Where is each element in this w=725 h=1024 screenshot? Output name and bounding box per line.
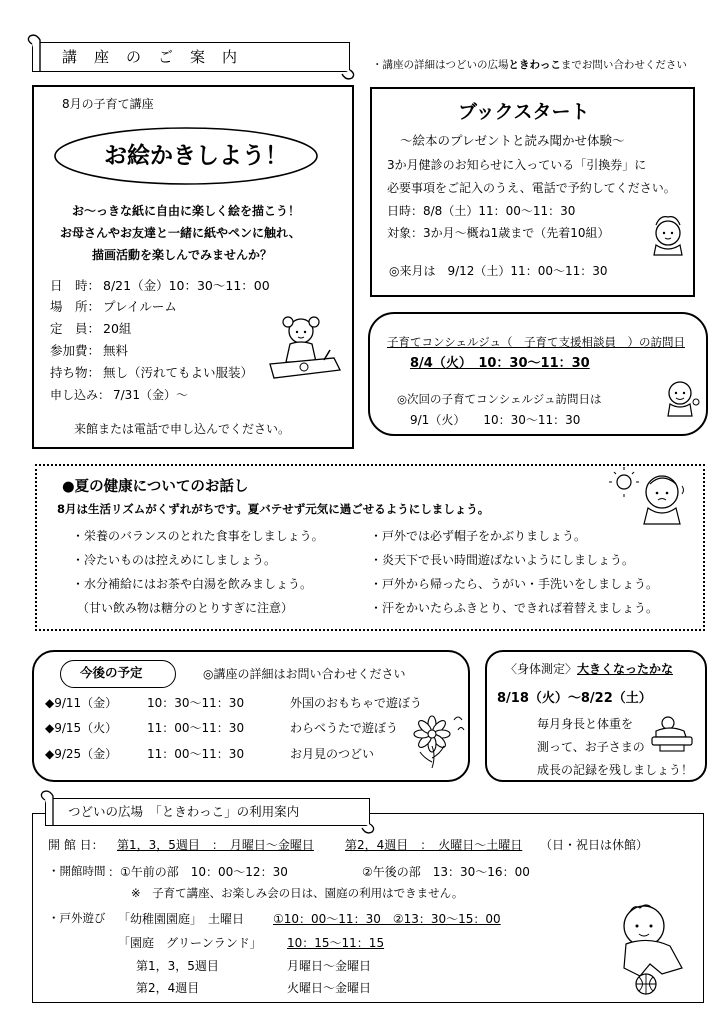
detail-fee-value: 無料	[103, 343, 129, 358]
detail-apply-value: 7/31（金）～	[113, 388, 188, 402]
drawing-catch-3: 描画活動を楽しんでみませんか？	[92, 248, 273, 262]
plaza-header-title: つどいの広場 「ときわっこ」の利用案内	[68, 804, 300, 819]
baby-crawling-ball-icon	[604, 900, 704, 996]
detail-datetime-value: 8/21（金）10：30～11：00	[103, 278, 270, 293]
concierge-next-label: ◎次回の子育てコンシェルジュ訪問日は	[397, 392, 602, 406]
detail-place-label: 場 所：	[50, 299, 101, 314]
detail-capacity-label: 定 員：	[50, 321, 101, 336]
plaza-green: 「園庭 グリーンランド」	[118, 936, 262, 950]
schedule-event-1: 外国のおもちゃで遊ぼう	[290, 696, 423, 710]
health-left-2: ・冷たいものは控えめにしましょう。	[72, 553, 277, 567]
detail-capacity-value: 20組	[103, 321, 132, 336]
schedule-time-1: 10：30～11：30	[147, 696, 245, 710]
baby-scale-icon	[648, 715, 698, 755]
scroll-curl-decoration	[0, 0, 725, 90]
bookstart-datetime: 日時：8/8（土）11：00～11：30	[387, 204, 576, 218]
courses-note-post: までお問い合わせください	[560, 59, 687, 71]
detail-datetime-label: 日 時：	[50, 278, 101, 293]
courses-header-title: 講 座 の ご 案 内	[62, 48, 239, 66]
schedule-time-3: 11：00～11：30	[147, 747, 245, 761]
plaza-open-label: 開 館 日：	[48, 838, 104, 852]
plaza-outdoor-label: ・戸外遊び	[48, 911, 106, 925]
plaza-hours-am: ：①午前の部 10：00～12：30	[108, 865, 288, 879]
girl-drawing-icon	[264, 314, 344, 384]
cosmos-flower-icon	[410, 712, 470, 772]
detail-fee-label: 参加費：	[50, 343, 101, 358]
plaza-week-24: 第2，4週目	[136, 981, 200, 995]
measure-line-2: 測って、お子さまの	[537, 740, 645, 754]
bookstart-desc-1: 3か月健診のお知らせに入っている「引換券」に	[387, 158, 647, 172]
baby-waving-icon	[662, 378, 702, 422]
bookstart-subtitle: ～絵本のプレゼントと読み聞かせ体験～	[400, 133, 625, 148]
concierge-date: 8/4（火） 10：30～11：30	[410, 356, 590, 371]
schedule-date-3: ◆9/25（金）	[45, 747, 118, 761]
drawing-apply-note: 来館または電話で申し込んでください。	[74, 422, 291, 436]
health-intro: 8月は生活リズムがくずれがちです。夏バテせず元気に過ごせるようにしましょう。	[57, 502, 490, 516]
measure-line-1: 毎月身長と体重を	[537, 717, 634, 731]
detail-items-label: 持ち物：	[50, 365, 101, 380]
schedule-title: 今後の予定	[80, 665, 143, 680]
concierge-title-c: の訪問日	[638, 335, 685, 349]
baby-icon	[648, 215, 694, 261]
concierge-next-date: 9/1（火） 10：30～11：30	[410, 413, 581, 427]
drawing-catch-1: お～っきな紙に自由に楽しく絵を描こう！	[72, 204, 301, 218]
courses-note	[372, 60, 687, 71]
measure-label-row	[505, 663, 673, 675]
health-right-4: ・汗をかいたらふきとり、できれば着替えましょう。	[370, 601, 659, 615]
health-left-3: ・水分補給にはお茶や白湯を飲みましょう。	[72, 577, 313, 591]
health-right-1: ・戸外では必ず帽子をかぶりましょう。	[370, 529, 587, 543]
measure-dates: 8/18（火）～8/22（土）	[497, 691, 652, 706]
plaza-green-time: 10：15～11：15	[287, 936, 385, 950]
schedule-date-2: ◆9/15（火）	[45, 721, 118, 735]
plaza-week-135: 第1，3，5週目	[136, 959, 219, 973]
measure-title: 大きくなったかな	[577, 662, 674, 676]
measure-line-3: 成長の記録を残しましょう！	[537, 763, 694, 777]
plaza-open-b: 第2，4週目 ： 火曜日～土曜日	[345, 838, 523, 852]
concierge-title-a: 子育てコンシェルジュ	[387, 335, 501, 349]
concierge-title-b: （ 子育て支援相談員 ）	[500, 335, 639, 349]
measure-label: 〈身体測定〉	[505, 662, 578, 676]
detail-apply-label: 申し込み：	[50, 388, 111, 402]
drawing-course-title: お絵かきしよう！	[104, 143, 288, 169]
concierge-title	[387, 337, 685, 349]
bookstart-title: ブックスタート	[458, 101, 590, 123]
health-right-3: ・戸外から帰ったら、うがい・手洗いをしましょう。	[370, 577, 659, 591]
health-left-4: （甘い飲み物は糖分のとりすぎに注意）	[77, 601, 294, 615]
detail-items-value: 無し（汚れてもよい服装）	[103, 365, 254, 380]
schedule-event-2: わらべうたで遊ぼう	[290, 721, 399, 735]
schedule-time-2: 11：00～11：30	[147, 721, 245, 735]
plaza-kinder-time: ①10：00～11：30 ②13：30～15：00	[273, 912, 501, 926]
plaza-hours-pm: ②午後の部 13：30～16：00	[362, 865, 530, 879]
schedule-note: ◎講座の詳細はお問い合わせください	[203, 667, 406, 681]
bookstart-next: ◎来月は 9/12（土）11：00～11：30	[389, 264, 608, 278]
health-right-2: ・炎天下で長い時間遊ばないようにしましょう。	[370, 553, 635, 567]
plaza-hours-note: ※ 子育て講座、お楽しみ会の日は、園庭の利用はできません。	[131, 886, 464, 900]
schedule-date-1: ◆9/11（金）	[45, 696, 118, 710]
drawing-catch-2: お母さんやお友達と一緒に紙やペンに触れ、	[60, 226, 301, 240]
health-title: ●夏の健康についてのお話し	[62, 479, 249, 495]
hot-sun-child-icon	[612, 468, 702, 528]
plaza-kinder: 「幼稚園園庭」 土曜日	[118, 912, 245, 926]
bookstart-desc-2: 必要事項をご記入のうえ、電話で予約してください。	[387, 181, 676, 195]
detail-place-value: プレイルーム	[103, 299, 177, 314]
plaza-open-a: 第1，3，5週目 ： 月曜日～金曜日	[117, 838, 314, 852]
drawing-course-label: 8月の子育て講座	[62, 97, 154, 111]
plaza-open-c: （日・祝日は休館）	[540, 838, 649, 852]
plaza-hours-label: ・開館時間	[48, 864, 106, 878]
health-left-1: ・栄養のバランスのとれた食事をしましょう。	[72, 529, 324, 543]
courses-note-pre: ・講座の詳細はつどいの広場	[372, 59, 509, 71]
plaza-week-24-days: 火曜日～金曜日	[287, 981, 372, 995]
plaza-week-135-days: 月曜日～金曜日	[287, 959, 372, 973]
schedule-event-3: お月見のつどい	[290, 747, 375, 761]
bookstart-target: 対象：3か月～概ね1歳まで（先着10組）	[387, 226, 610, 240]
courses-note-bold: ときわっこ	[508, 59, 561, 71]
